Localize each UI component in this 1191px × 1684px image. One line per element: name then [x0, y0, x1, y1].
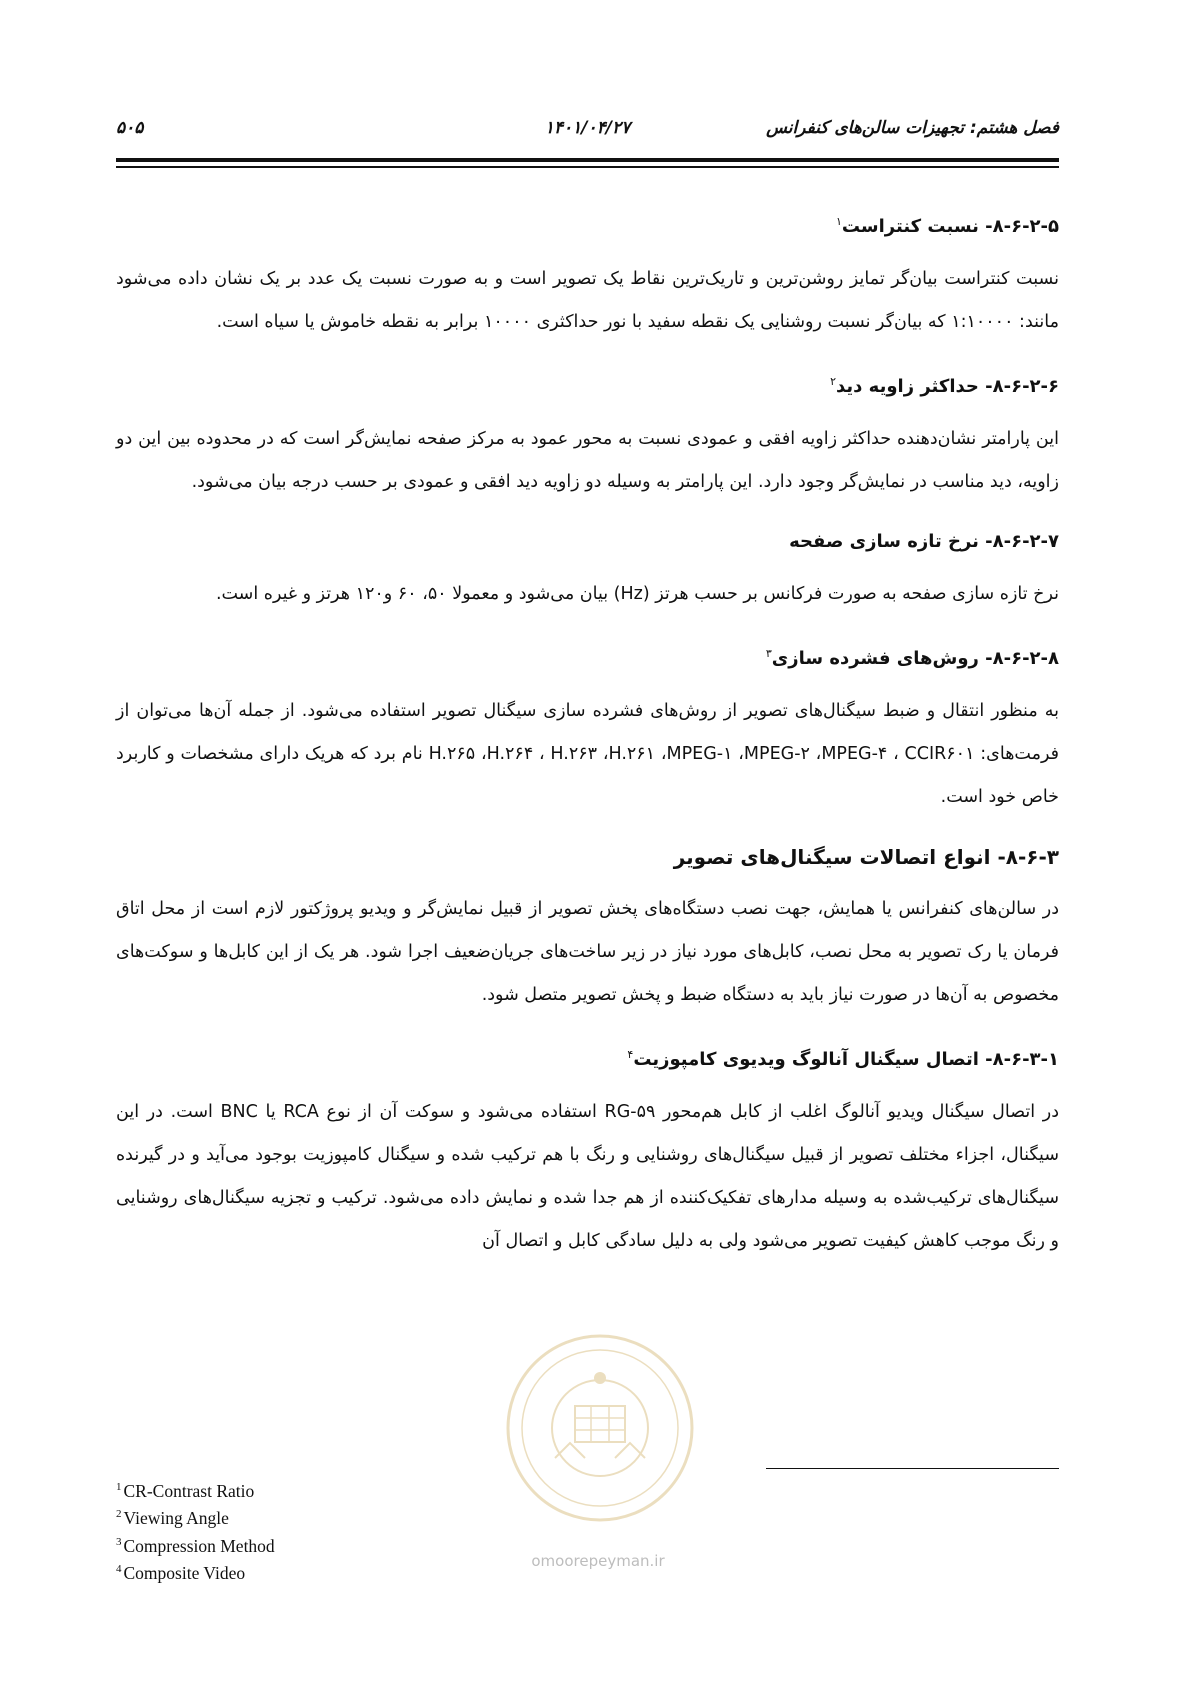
- footnote-number: 1: [116, 1481, 122, 1493]
- footnote: [116, 1531, 716, 1558]
- footnote-marker: ۲: [830, 375, 837, 388]
- header-rule-thin: [116, 166, 1059, 168]
- section-heading: [116, 526, 1059, 558]
- footnotes: [116, 1476, 716, 1585]
- section-paragraph: نرخ تازه سازی صفحه به صورت فرکانس بر حسب هرتز (Hz) بیان می‌شود و معمولا ۵۰، ۶۰ و۱۲۰ هرتز و غیره است.: [215, 584, 1059, 604]
- footnote-text: CR-Contrast Ratio: [123, 1480, 255, 1501]
- body-text: [116, 206, 1059, 1285]
- section-heading: [116, 638, 1059, 675]
- page-number: ۵۰۵: [116, 118, 144, 138]
- footnote: [116, 1558, 716, 1585]
- chapter-title: فصل هشتم: تجهیزات سالن‌های کنفرانس: [766, 118, 1059, 138]
- section-paragraph: به منظور انتقال و ضبط سیگنال‌های تصویر از روش‌های فشرده سازی سیگنال تصویر استفاده می‌شود. از جمله آن‌ها می‌توان از فرمت‌های: H.۲۶۵ ،H.۲۶۴ ، H.۲۶۳ ،H.۲۶۱ ،MPEG-۱ ،MPEG-۲ ،MPEG-۴ ، CCIR۶۰۱ نام برد که هریک دارای مشخصات و کاربرد خاص خود است.: [116, 701, 1060, 807]
- footnote: [116, 1476, 716, 1503]
- section-heading: [116, 366, 1059, 403]
- footnote-rule: [766, 1468, 1059, 1469]
- section-paragraph: این پارامتر نشان‌دهنده حداکثر زاویه افقی و عمودی نسبت به محور عمود به مرکز صفحه نمایش‌گر است که در محدوده بین این دو زاویه، دید مناسب در نمایش‌گر وجود دارد. این پارامتر به وسیله دو زاویه دید افقی و عمودی بر حسب درجه بیان می‌شود.: [116, 429, 1059, 492]
- footnote: [116, 1503, 716, 1530]
- section-heading: [116, 206, 1059, 243]
- section-paragraph: در اتصال سیگنال ویدیو آنالوگ اغلب از کابل هم‌محور RG-۵۹ استفاده می‌شود و سوکت آن از نوع RCA یا BNC است. در این سیگنال، اجزاء مختلف تصویر از قبیل سیگنال‌های روشنایی و رنگ با هم ترکیب شده و سیگنال کامپوزیت بوجود می‌آید و در گیرنده سیگنال‌های ترکیب‌شده به وسیله مدارهای تفکیک‌کننده از هم جدا شده و نمایش داده می‌شود. ترکیب و تجزیه سیگنال‌های روشنایی و رنگ موجب کاهش کیفیت تصویر می‌شود ولی به دلیل سادگی کابل و اتصال آن: [116, 1102, 1060, 1251]
- header-rule-thick: [116, 158, 1059, 162]
- running-header: [116, 118, 1059, 148]
- footnote-number: 2: [116, 1508, 122, 1521]
- heading-text: ۸-۶-۳- انواع اتصالات سیگنال‌های تصویر: [673, 845, 1059, 869]
- heading-text: ۸-۶-۳-۱- اتصال سیگنال آنالوگ ویدیوی کامپوزیت: [633, 1049, 1059, 1070]
- footnote-number: 4: [116, 1562, 122, 1575]
- heading-text: ۸-۶-۲-۸- روش‌های فشرده سازی: [771, 648, 1059, 669]
- section-paragraph: نسبت کنتراست بیان‌گر تمایز روشن‌ترین و تاریک‌ترین نقاط یک تصویر است و به صورت نسبت یک عدد بر یک نشان داده می‌شود مانند: ۱:۱۰۰۰۰ که بیان‌گر نسبت روشنایی یک نقطه سفید با نور حداکثری ۱۰۰۰۰ برابر به نقطه خاموش یا سیاه است.: [116, 269, 1059, 332]
- watermark-site: omoorepeyman.ir: [531, 1552, 665, 1570]
- footnote-text: Compression Method: [123, 1535, 275, 1556]
- footnote-number: 3: [116, 1535, 122, 1548]
- heading-text: ۸-۶-۲-۷- نرخ تازه سازی صفحه: [789, 531, 1059, 552]
- footnote-text: Composite Video: [123, 1562, 246, 1583]
- heading-text: ۸-۶-۲-۶- حداکثر زاویه دید: [836, 376, 1059, 397]
- header-date: ۱۴۰۱/۰۴/۲۷: [544, 118, 631, 138]
- footnote-text: Viewing Angle: [123, 1508, 229, 1529]
- footnote-marker: ۴: [627, 1048, 634, 1061]
- section-heading: [116, 1039, 1059, 1076]
- footnote-marker: ۳: [765, 647, 772, 660]
- heading-text: ۸-۶-۲-۵- نسبت کنتراست: [841, 216, 1059, 237]
- footnote-marker: ۱: [835, 215, 842, 228]
- section-paragraph: در سالن‌های کنفرانس یا همایش، جهت نصب دستگاه‌های پخش تصویر از قبیل نمایش‌گر و ویدیو پروژکتور لازم است از محل اتاق فرمان یا رک تصویر به محل نصب، کابل‌های مورد نیاز در زیر ساخت‌های جریان‌ضعیف اجرا شود. هر یک از این کابل‌ها و سوکت‌های مخصوص به آن‌ها در صورت نیاز باید به دستگاه ضبط و پخش تصویر متصل شود.: [116, 899, 1059, 1005]
- section-heading: [116, 841, 1059, 873]
